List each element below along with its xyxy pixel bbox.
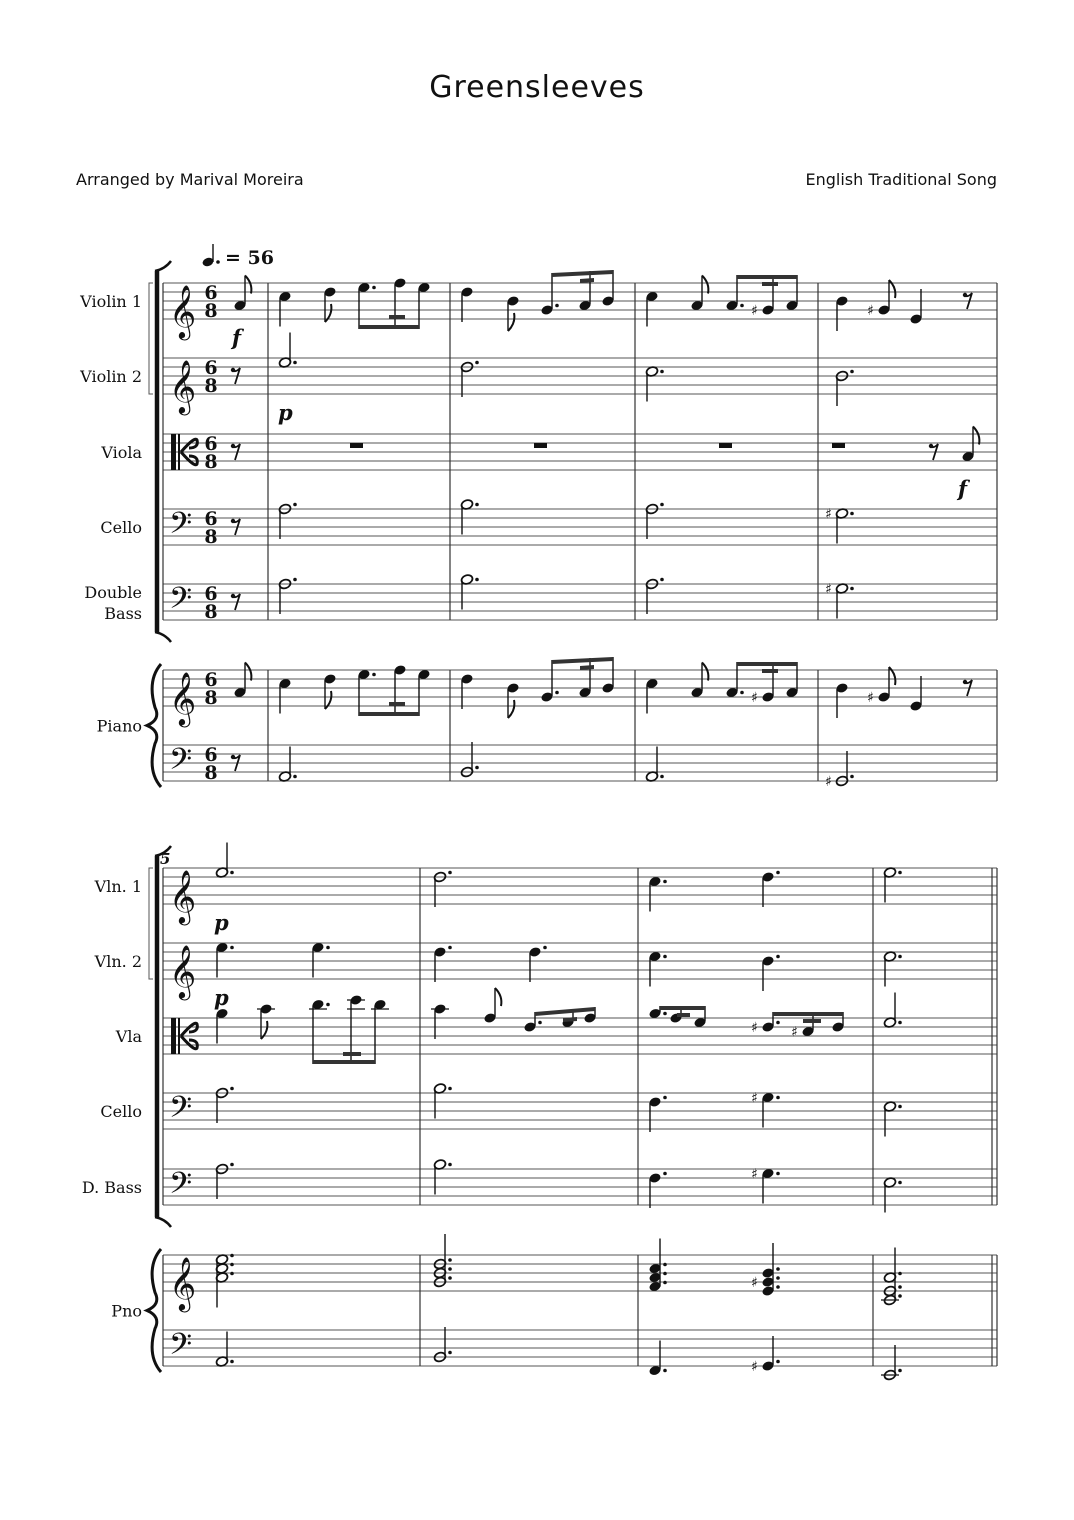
note-dot xyxy=(230,1254,234,1258)
instrument-label: Cello xyxy=(100,518,142,537)
bass-clef-icon: 𝄢 xyxy=(169,1328,193,1369)
note-dot xyxy=(293,775,297,779)
time-signature-top: 6 xyxy=(204,669,218,691)
composer-credit: English Traditional Song xyxy=(805,170,997,189)
note-dot xyxy=(898,1021,902,1025)
note-beam xyxy=(660,1006,705,1010)
bass-clef-icon: 𝄢 xyxy=(169,1167,193,1208)
note-beam xyxy=(580,665,594,670)
sharp-icon: ♯ xyxy=(791,1024,798,1041)
note-dot xyxy=(776,1276,780,1280)
notes xyxy=(214,270,979,1381)
instrument-label: D. Bass xyxy=(81,1178,142,1197)
instrument-label: Violin 1 xyxy=(80,292,142,311)
time-signature-top: 6 xyxy=(204,583,218,605)
sharp-icon: ♯ xyxy=(751,1166,758,1183)
instrument-label: Vla xyxy=(115,1027,142,1046)
note-beam xyxy=(552,657,613,664)
time-signature-top: 6 xyxy=(204,744,218,766)
sharp-icon: ♯ xyxy=(751,1359,758,1375)
note-dot xyxy=(326,946,330,950)
note-dot xyxy=(475,503,479,507)
time-signature-bottom: 8 xyxy=(204,300,218,322)
note-flag xyxy=(508,313,514,331)
time-signature-bottom: 8 xyxy=(204,601,218,623)
note-beam xyxy=(762,669,778,673)
measure-rest-icon xyxy=(350,443,363,448)
bass-clef-icon: 𝄢 xyxy=(169,743,193,784)
dotted-quarter-note-icon xyxy=(216,260,220,264)
note-dot xyxy=(663,1096,667,1100)
bass-clef-icon: 𝄢 xyxy=(169,507,193,548)
note-dot xyxy=(776,871,780,875)
eighth-rest-icon xyxy=(929,444,933,448)
treble-clef-icon: 𝄞 xyxy=(169,671,197,725)
note-dot xyxy=(372,286,376,290)
instrument-label: Violin 2 xyxy=(80,367,142,386)
bass-clef-icon: 𝄢 xyxy=(169,1091,193,1132)
time-signature-top: 6 xyxy=(204,433,218,455)
sharp-icon: ♯ xyxy=(751,690,758,706)
note-flag xyxy=(245,276,251,294)
bass-clef-icon: 𝄢 xyxy=(169,582,193,623)
alto-clef-icon xyxy=(178,434,180,470)
note-dot xyxy=(850,512,854,516)
note-dot xyxy=(230,1263,234,1267)
note-flag xyxy=(508,700,514,718)
instrument-label: Vln. 2 xyxy=(94,952,142,971)
note-dot xyxy=(663,1012,667,1016)
note-flag xyxy=(702,663,708,681)
note-dot xyxy=(898,1369,902,1373)
dynamic-marking: p xyxy=(214,910,229,935)
dynamic-marking: p xyxy=(278,400,293,425)
note-dot xyxy=(850,775,854,779)
instrument-label: Pno xyxy=(111,1301,142,1321)
alto-clef-icon xyxy=(171,1018,176,1054)
note-dot xyxy=(448,1351,452,1355)
note-dot xyxy=(448,871,452,875)
instrument-label: Viola xyxy=(101,443,142,462)
arranger-credit: Arranged by Marival Moreira xyxy=(76,170,304,189)
dynamic-marking: f xyxy=(232,325,242,350)
instrument-label: Double Bass xyxy=(84,583,142,623)
instrument-label: Cello xyxy=(100,1102,142,1121)
instrument-label: Vln. 1 xyxy=(94,877,142,896)
note-dot xyxy=(293,578,297,582)
eighth-rest-icon xyxy=(231,368,235,372)
note-beam xyxy=(535,1007,595,1016)
note-dot xyxy=(555,691,559,695)
note-dot xyxy=(898,1272,902,1276)
note-dot xyxy=(230,1360,234,1364)
measure-rest-icon xyxy=(832,443,845,448)
treble-clef-icon: 𝄞 xyxy=(169,944,197,998)
note-dot xyxy=(448,1267,452,1271)
note-dot xyxy=(740,691,744,695)
note-beam xyxy=(313,1060,375,1064)
note-beam xyxy=(773,1012,843,1016)
time-signature-bottom: 8 xyxy=(204,375,218,397)
sharp-icon: ♯ xyxy=(867,303,874,319)
note-dot xyxy=(663,1281,667,1285)
string-bracket xyxy=(155,1217,171,1227)
sharp-icon: ♯ xyxy=(751,303,758,319)
eighth-rest-icon xyxy=(231,755,235,759)
note-dot xyxy=(660,578,664,582)
sharp-icon: ♯ xyxy=(751,1090,758,1107)
violin-bracket xyxy=(149,868,153,979)
sharp-icon: ♯ xyxy=(751,1275,758,1291)
note-dot xyxy=(293,503,297,507)
note-beam xyxy=(359,712,419,716)
note-dot xyxy=(475,578,479,582)
piano-brace-icon xyxy=(147,1249,161,1372)
note-dot xyxy=(230,946,234,950)
note-beam xyxy=(552,270,613,277)
note-dot xyxy=(326,1003,330,1007)
dynamic-marking: p xyxy=(214,985,229,1010)
note-beam xyxy=(389,315,405,319)
tempo-marking: = 56 xyxy=(225,247,274,269)
treble-clef-icon: 𝄞 xyxy=(169,869,197,923)
note-dot xyxy=(663,1369,667,1373)
note-beam xyxy=(737,275,797,279)
note-flag xyxy=(702,276,708,294)
note-dot xyxy=(538,1021,542,1025)
instrument-label: Piano xyxy=(96,716,142,736)
note-dot xyxy=(660,370,664,374)
note-dot xyxy=(660,503,664,507)
note-dot xyxy=(230,871,234,875)
note-dot xyxy=(776,955,780,959)
note-dot xyxy=(776,1285,780,1289)
score-title: Greensleeves xyxy=(429,70,645,105)
string-bracket xyxy=(155,261,171,271)
time-signature-bottom: 8 xyxy=(204,451,218,473)
measure-number: 5 xyxy=(160,850,171,868)
treble-clef-icon: 𝄞 xyxy=(169,1256,197,1310)
note-dot xyxy=(372,673,376,677)
note-dot xyxy=(898,871,902,875)
note-dot xyxy=(660,775,664,779)
treble-clef-icon: 𝄞 xyxy=(169,284,197,338)
treble-clef-icon: 𝄞 xyxy=(169,359,197,413)
sharp-icon: ♯ xyxy=(825,506,832,523)
note-beam xyxy=(762,282,778,286)
note-dot xyxy=(448,1276,452,1280)
dynamic-marking: f xyxy=(958,476,968,501)
eighth-rest-icon xyxy=(963,680,967,684)
note-dot xyxy=(448,1087,452,1091)
note-dot xyxy=(898,1285,902,1289)
note-dot xyxy=(543,946,547,950)
time-signature-top: 6 xyxy=(204,282,218,304)
staff-lines xyxy=(147,261,997,1372)
note-dot xyxy=(475,361,479,365)
sharp-icon: ♯ xyxy=(825,581,832,598)
time-signature-bottom: 8 xyxy=(204,526,218,548)
note-beam xyxy=(389,702,405,706)
measure-rest-icon xyxy=(719,443,732,448)
note-dot xyxy=(555,304,559,308)
note-dot xyxy=(475,766,479,770)
note-dot xyxy=(776,1021,780,1025)
note-beam xyxy=(803,1019,821,1023)
sharp-icon: ♯ xyxy=(825,774,832,790)
eighth-rest-icon xyxy=(231,444,235,448)
note-dot xyxy=(663,1263,667,1267)
note-flag xyxy=(973,427,979,445)
note-dot xyxy=(448,946,452,950)
time-signature-top: 6 xyxy=(204,508,218,530)
piano-brace-icon xyxy=(147,664,161,787)
note-dot xyxy=(850,370,854,374)
sharp-icon: ♯ xyxy=(751,1020,758,1036)
note-dot xyxy=(740,304,744,308)
violin-bracket xyxy=(149,283,153,394)
note-dot xyxy=(776,1360,780,1364)
note-beam xyxy=(677,1013,690,1017)
note-dot xyxy=(448,1258,452,1262)
note-dot xyxy=(663,1172,667,1176)
note-beam xyxy=(737,662,797,666)
note-dot xyxy=(230,1163,234,1167)
note-dot xyxy=(898,1181,902,1185)
note-dot xyxy=(776,1172,780,1176)
alto-clef-icon xyxy=(171,434,176,470)
note-flag xyxy=(245,663,251,681)
note-dot xyxy=(898,955,902,959)
time-signature-bottom: 8 xyxy=(204,687,218,709)
note-dot xyxy=(663,955,667,959)
eighth-rest-icon xyxy=(231,519,235,523)
note-dot xyxy=(898,1294,902,1298)
alto-clef-icon xyxy=(178,1018,180,1054)
note-dot xyxy=(448,1163,452,1167)
note-dot xyxy=(776,1267,780,1271)
sharp-icon: ♯ xyxy=(867,690,874,706)
note-dot xyxy=(230,1087,234,1091)
note-dot xyxy=(776,1096,780,1100)
note-dot xyxy=(898,1105,902,1109)
time-signature-top: 6 xyxy=(204,357,218,379)
note-dot xyxy=(850,587,854,591)
time-signature-bottom: 8 xyxy=(204,762,218,784)
note-dot xyxy=(293,361,297,365)
note-dot xyxy=(230,1272,234,1276)
note-flag xyxy=(495,988,501,1006)
eighth-rest-icon xyxy=(963,293,967,297)
note-beam xyxy=(359,325,419,329)
note-beam xyxy=(343,1052,361,1056)
note-dot xyxy=(663,1272,667,1276)
measure-rest-icon xyxy=(534,443,547,448)
string-bracket xyxy=(155,632,171,642)
note-beam xyxy=(580,278,594,283)
note-dot xyxy=(663,880,667,884)
eighth-rest-icon xyxy=(231,594,235,598)
